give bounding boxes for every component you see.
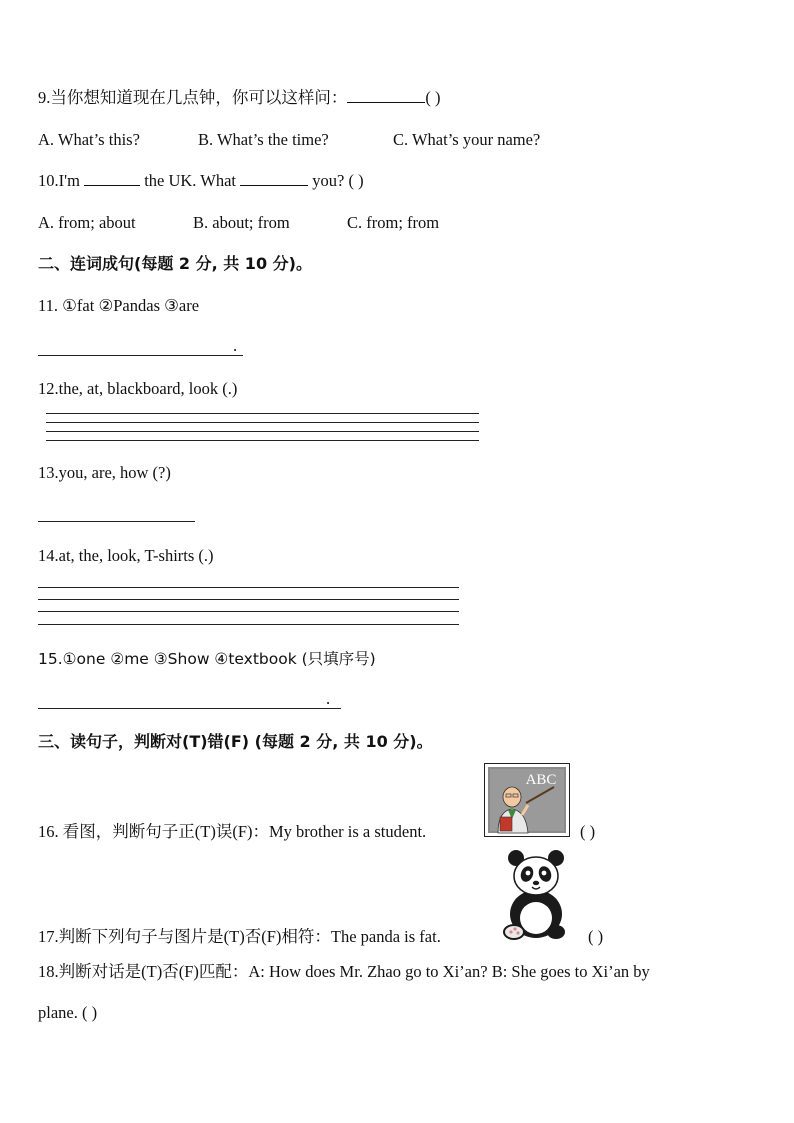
q9-option-c: C. What’s your name?: [393, 130, 541, 149]
section-3-title: 三、读句子，判断对(T)错(F) (每题 2 分, 共 10 分)。: [38, 732, 433, 751]
answer-blank[interactable]: [240, 171, 308, 186]
writing-line[interactable]: [38, 624, 459, 625]
writing-line[interactable]: [38, 611, 459, 612]
answer-blank[interactable]: [347, 88, 425, 103]
question-17: [38, 927, 441, 947]
writing-line[interactable]: [46, 413, 479, 414]
answer-line[interactable]: [38, 708, 341, 709]
q9-option-b: B. What’s the time?: [198, 130, 329, 149]
writing-line[interactable]: [38, 599, 459, 600]
answer-line[interactable]: [38, 355, 243, 356]
answer-line[interactable]: [38, 521, 195, 522]
blackboard-text: ABC: [525, 772, 557, 788]
answer-paren[interactable]: ( ): [425, 88, 441, 107]
writing-line[interactable]: [46, 431, 479, 432]
q10-option-a: A. from; about: [38, 213, 136, 232]
section-2-title: 二、连词成句(每题 2 分, 共 10 分)。: [38, 254, 312, 273]
q9-option-a: A. What’s this?: [38, 130, 140, 149]
question-14: 14.at, the, look, T-shirts (.): [38, 546, 214, 565]
writing-line[interactable]: [46, 422, 479, 423]
question-16: [38, 822, 426, 842]
writing-line[interactable]: [38, 587, 459, 588]
question-11: 11. ①fat ②Pandas ③are: [38, 296, 200, 315]
question-9-text: 9.当你想知道现在几点钟，你可以这样问：: [38, 88, 348, 107]
question-12: 12.the, at, blackboard, look (.): [38, 379, 238, 398]
answer-period: .: [326, 689, 331, 708]
answer-paren[interactable]: ( ): [580, 822, 596, 841]
question-9: [38, 88, 441, 108]
panda-image: [500, 848, 572, 942]
panda-illustration: [500, 848, 572, 942]
q10-option-c: C. from; from: [347, 213, 440, 232]
question-10-text-a: 10.I'm: [38, 171, 85, 190]
question-10: [38, 171, 364, 191]
teacher-blackboard-image: [484, 763, 570, 837]
question-13: 13.you, are, how (?): [38, 463, 171, 482]
question-16-text: 16. 看图，判断句子正(T)误(F)：My brother is a student.: [38, 822, 427, 841]
answer-blank[interactable]: [84, 171, 140, 186]
question-10-text-c: you? ( ): [308, 171, 364, 190]
answer-period: .: [233, 336, 238, 355]
question-15: 15.①one ②me ③Show ④textbook (只填序号): [38, 650, 376, 668]
answer-paren[interactable]: ( ): [588, 927, 604, 946]
writing-line[interactable]: [46, 440, 479, 441]
question-18-continued: plane. ( ): [38, 1003, 98, 1022]
question-10-text-b: the UK. What: [140, 171, 241, 190]
q10-option-b: B. about; from: [193, 213, 290, 232]
question-17-text: 17.判断下列句子与图片是(T)否(F)相符：The panda is fat.: [38, 927, 441, 946]
teacher-illustration: [484, 763, 570, 837]
question-18: 18.判断对话是(T)否(F)匹配：A: How does Mr. Zhao go to Xi’an? B: She goes to Xi’an by: [38, 962, 650, 981]
